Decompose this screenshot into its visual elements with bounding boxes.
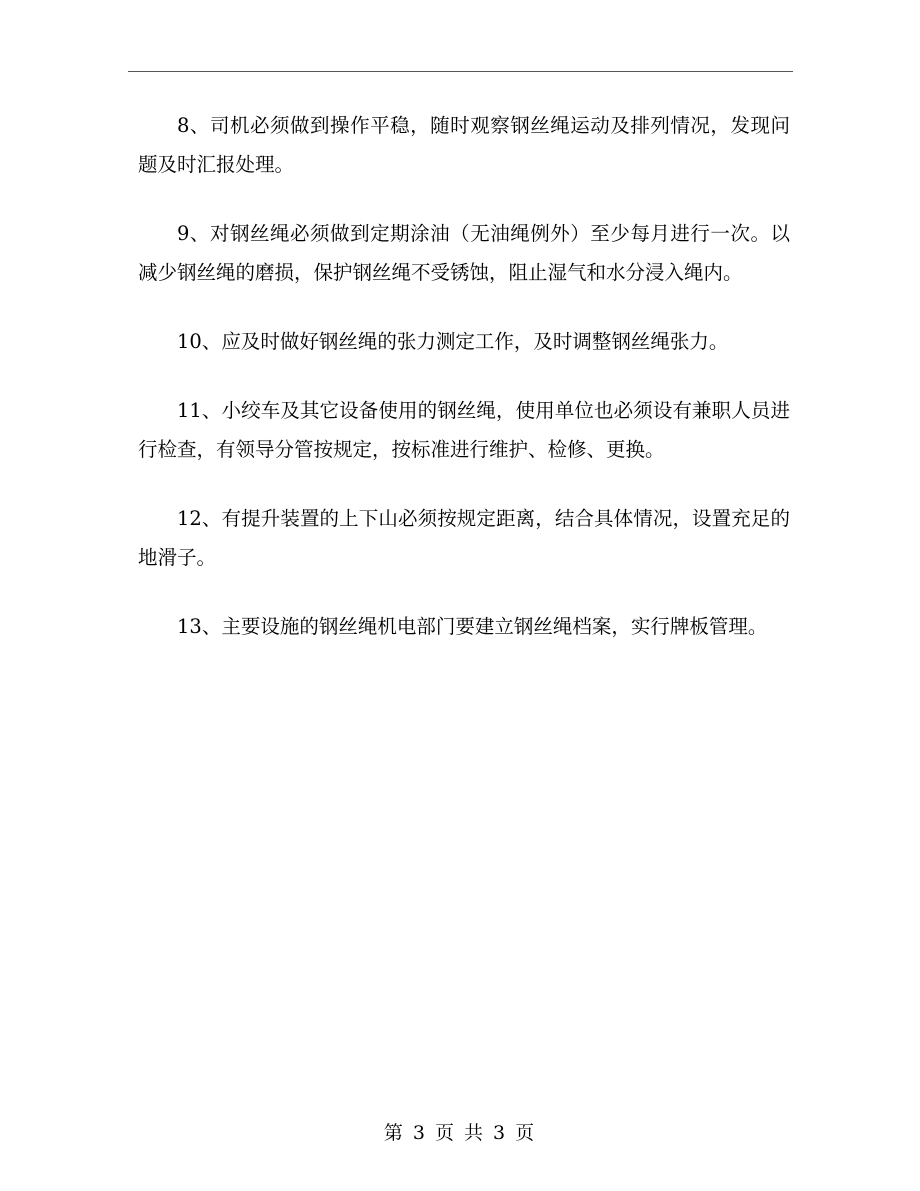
document-body xyxy=(138,106,790,676)
paragraph-item-10: 10、应及时做好钢丝绳的张力测定工作，及时调整钢丝绳张力。 xyxy=(177,330,729,353)
paragraph-item-13: 13、主要设施的钢丝绳机电部门要建立钢丝绳档案，实行牌板管理。 xyxy=(177,615,768,638)
paragraph-item-8: 8、司机必须做到操作平稳，随时观察钢丝绳运动及排列情况，发现问题及时汇报处理。 xyxy=(138,114,790,176)
header-rule xyxy=(128,71,793,72)
paragraph-item-11: 11、小绞车及其它设备使用的钢丝绳，使用单位也必须设有兼职人员进行检查，有领导分管按规定，按标准进行维护、检修、更换。 xyxy=(138,399,790,461)
paragraph-item-12: 12、有提升装置的上下山必须按规定距离，结合具体情况，设置充足的地滑子。 xyxy=(138,507,790,569)
page-number-footer: 第 3 页 共 3 页 xyxy=(383,1122,537,1144)
paragraph-item-9: 9、对钢丝绳必须做到定期涂油（无油绳例外）至少每月进行一次。以减少钢丝绳的磨损，保护钢丝绳不受锈蚀，阻止湿气和水分浸入绳内。 xyxy=(138,222,790,284)
